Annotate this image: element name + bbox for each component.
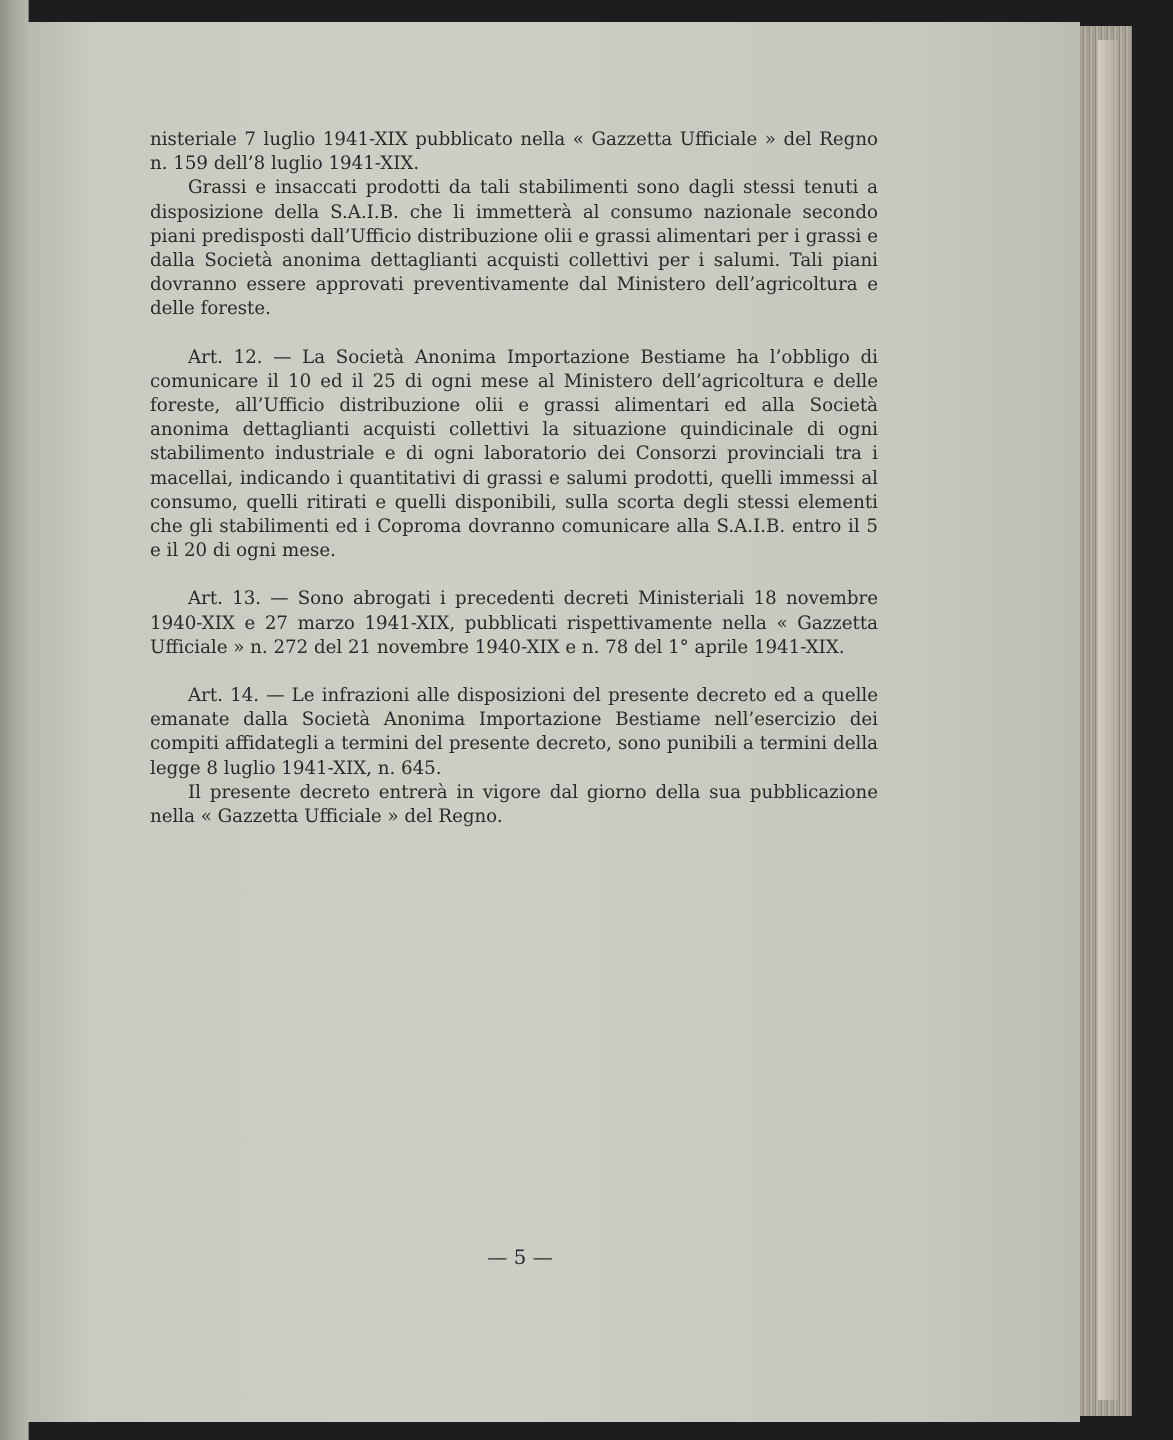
paragraph-art-14: Art. 14. — Le infrazioni alle disposizioni del presente decreto ed a quelle emanate dalla Società Anonima Importazione Bestiame nell’esercizio dei compiti affidategli a termini del presente decreto, sono punibili a termini della legge 8 luglio 1941-XIX, n. 645. [150, 685, 878, 779]
paragraph-art-13: Art. 13. — Sono abrogati i precedenti decreti Ministeriali 18 novembre 1940-XIX e 27 marzo 1941-XIX, pubblicati rispettivamente nella « Gazzetta Ufficiale » n. 272 del 21 novembre 1940-XIX e n. 78 del 1° aprile 1941-XIX. [150, 588, 878, 658]
body-text [150, 128, 878, 829]
book-binding [0, 0, 29, 1440]
page-number: — 5 — [487, 1245, 553, 1269]
paragraph-grassi: Grassi e insaccati prodotti da tali stabilimenti sono dagli stessi tenuti a disposizione della S.A.I.B. che li immetterà al consumo nazionale secondo piani predisposti dall’Ufficio distribuzione olii e grassi alimentari per i grassi e dalla Società anonima dettaglianti acquisti collettivi per i salumi. Tali piani dovranno essere approvati preventivamente dal Ministero dell’agricoltura e delle foreste. [150, 177, 878, 320]
page-edge-highlight [1098, 40, 1118, 1400]
paragraph-vigore: Il presente decreto entrerà in vigore dal giorno della sua pubblicazione nella « Gazzetta Ufficiale » del Regno. [150, 781, 878, 828]
paragraph-continuation: nisteriale 7 luglio 1941-XIX pubblicato nella « Gazzetta Ufficiale » del Regno n. 159 dell’8 luglio 1941-XIX. [150, 129, 878, 175]
paragraph-art-12: Art. 12. — La Società Anonima Importazione Bestiame ha l’obbligo di comunicare il 10 ed il 25 di ogni mese al Ministero dell’agricoltura e delle foreste, all’Ufficio distribuzione olii e grassi alimentari ed alla Società anonima dettaglianti acquisti collettivi la situazione quindicinale di ogni stabilimento industriale e di ogni laboratorio dei Consorzi provinciali tra i macellai, indicando i quantitativi di grassi e salumi prodotti, quelli immessi al consumo, quelli ritirati e quelli disponibili, sulla scorta degli stessi elementi che gli stabilimenti ed i Coproma dovranno comunicare alla S.A.I.B. entro il 5 e il 20 di ogni mese. [150, 346, 878, 562]
